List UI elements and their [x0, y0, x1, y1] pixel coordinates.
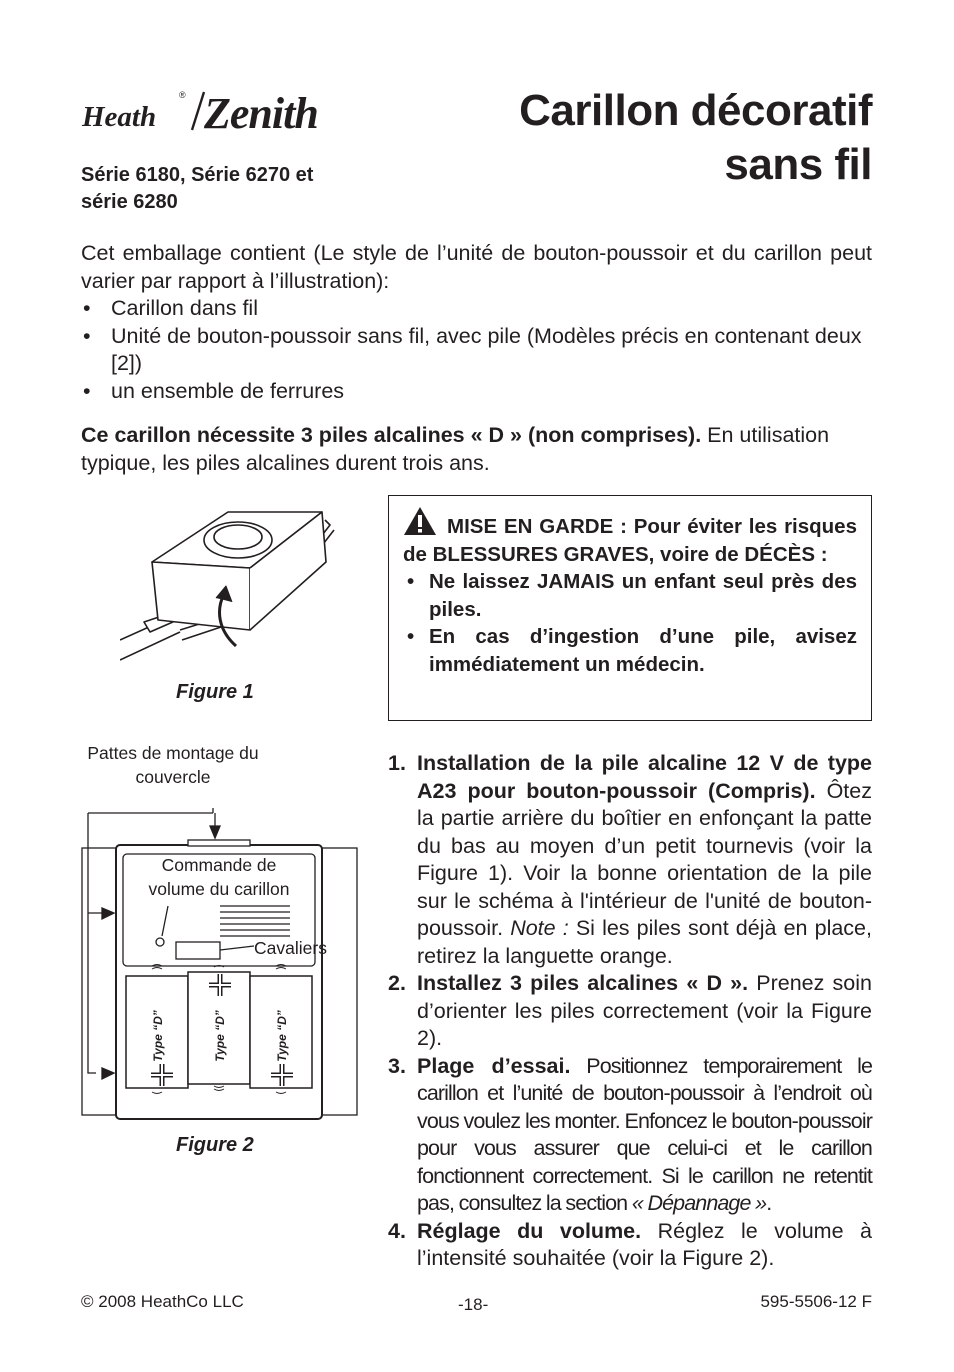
figure1-caption: Figure 1 [176, 681, 254, 703]
warning-item: • Ne laissez JAMAIS un enfant seul près des piles. [403, 568, 857, 623]
volume-control-label: Commande de volume du carillon [148, 855, 290, 899]
list-item: • un ensemble de ferrures [81, 378, 872, 406]
document-number: 595-5506-12 F [760, 1292, 872, 1311]
intro-text: Cet emballage contient (Le style de l’unité de bouton-poussoir et du carillon peut varier par rapport à l’illustration): [81, 241, 872, 293]
list-item: • Carillon dans fil [81, 295, 872, 323]
step-number: 4. [388, 1218, 406, 1243]
figure2-chime-illustration [78, 738, 363, 1123]
mounting-tabs-label: Pattes de montage du couvercle [87, 743, 259, 787]
figure1-pushbutton-illustration [120, 490, 340, 675]
page-number: -18- [458, 1295, 489, 1314]
contents-list [81, 295, 872, 405]
jumpers-label: Cavaliers [254, 938, 327, 958]
warning-list [403, 568, 857, 678]
svg-text:Zenith: Zenith [204, 89, 318, 138]
series-info: Série 6180, Série 6270 et série 6280 [81, 164, 314, 213]
svg-text:Type “D”: Type “D” [275, 1010, 289, 1062]
figure2-caption: Figure 2 [176, 1134, 254, 1156]
installation-steps [388, 750, 872, 1273]
warning-box [388, 495, 872, 721]
warning-triangle-icon [403, 506, 437, 536]
svg-text:®: ® [179, 90, 186, 100]
step-number: 3. [388, 1053, 406, 1078]
copyright: © 2008 HeathCo LLC [81, 1292, 244, 1311]
step-item: 4. Réglage du volume. Réglez le volume à l’intensité souhaitée (voir la Figure 2). [388, 1218, 872, 1270]
list-item: • Unité de bouton-poussoir sans fil, avec pile (Modèles précis en contenant deux [2]) [81, 323, 872, 378]
step-number: 2. [388, 971, 406, 995]
svg-text:Heath: Heath [82, 101, 157, 133]
warning-item: • En cas d’ingestion d’une pile, avisez immédiatement un médecin. [403, 623, 857, 678]
step-item: 2. Installez 3 piles alcalines « D ». Prenez soin d’orienter les piles correctement (voir la Figure 2). [388, 971, 872, 1050]
step-item: 3. Plage d’essai. Positionnez temporairement le carillon et l’unité de bouton-poussoir à l’endroit où vous voulez les monter. Enfoncez le bouton-poussoir pour vous assurer que celui-ci et le carillon fonctionnent correctement. Si le carillon ne retentit pas, consultez la section « Dépannage ». [388, 1053, 873, 1215]
svg-text:Type “D”: Type “D” [213, 1010, 227, 1062]
warning-heading: MISE EN GARDE : Pour éviter les risques de BLESSURES GRAVES, voire de DÉCÈS : [403, 506, 857, 568]
heath-zenith-logo [80, 84, 360, 138]
document-title: Carillon décoratif sans fil [519, 86, 872, 189]
battery-requirement: Ce carillon nécessite 3 piles alcalines « D » (non comprises). En utilisation typique, les piles alcalines durent trois ans. [81, 423, 830, 475]
package-contents [81, 240, 872, 405]
step-number: 1. [388, 751, 406, 775]
step-item: 1. Installation de la pile alcaline 12 V de type A23 pour bouton-poussoir (Compris). Ôtez la partie arrière du boîtier en enfonçant la patte du bas au moyen d’un petit tournevis (voir la Figure 1). Voir la bonne orientation de la pile sur le schéma à l'intérieur de l'unité de bouton-poussoir. Note : Si les piles sont déjà en place, retirez la languette orange. [388, 751, 872, 968]
svg-text:Type “D”: Type “D” [151, 1010, 165, 1062]
